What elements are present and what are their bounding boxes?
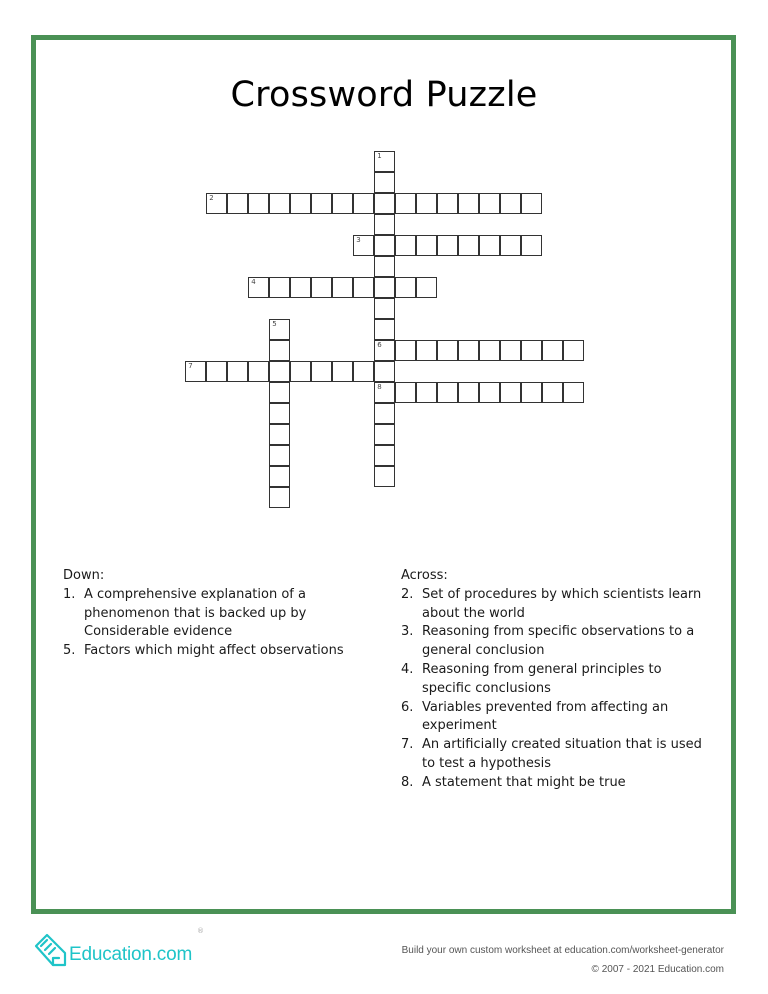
crossword-cell[interactable] [374, 256, 395, 277]
crossword-cell[interactable] [458, 340, 479, 361]
crossword-cell[interactable] [416, 193, 437, 214]
clue-number: 2. [401, 586, 414, 602]
cell-number: 4 [251, 278, 256, 287]
clue-across-3 [401, 623, 711, 661]
crossword-cell[interactable] [374, 403, 395, 424]
crossword-cell[interactable] [353, 193, 374, 214]
clue-text: An artificially created situation that is used to test a hypothesis [422, 737, 702, 771]
footer-text [402, 941, 724, 979]
crossword-cell[interactable] [374, 172, 395, 193]
crossword-cell[interactable] [416, 235, 437, 256]
across-clues [401, 567, 711, 793]
crossword-cell[interactable] [353, 235, 374, 256]
crossword-cell[interactable] [269, 466, 290, 487]
page-title: Crossword Puzzle [230, 75, 538, 116]
crossword-cell[interactable] [248, 193, 269, 214]
crossword-cell[interactable] [437, 382, 458, 403]
clue-across-7 [401, 736, 711, 774]
crossword-cell[interactable] [479, 235, 500, 256]
crossword-cell[interactable] [437, 340, 458, 361]
crossword-cell[interactable] [416, 340, 437, 361]
crossword-cell[interactable] [206, 193, 227, 214]
crossword-cell[interactable] [437, 193, 458, 214]
crossword-cell[interactable] [563, 340, 584, 361]
crossword-cell[interactable] [374, 361, 395, 382]
crossword-cell[interactable] [269, 319, 290, 340]
crossword-cell[interactable] [269, 487, 290, 508]
clue-text: Reasoning from specific observations to a general conclusion [422, 624, 695, 659]
clue-down-1 [63, 586, 363, 642]
crossword-cell[interactable] [374, 319, 395, 340]
brand-name: Education.com [69, 944, 193, 965]
clue-number: 6. [401, 699, 414, 715]
cell-number: 5 [272, 320, 277, 329]
crossword-cell[interactable] [290, 277, 311, 298]
clue-down-5 [63, 642, 363, 661]
crossword-cell[interactable] [374, 193, 395, 214]
clue-number: 7. [401, 737, 414, 753]
down-heading: Down: [63, 568, 105, 583]
clue-across-6 [401, 699, 711, 737]
crossword-cell[interactable] [248, 361, 269, 382]
pencil-paper-icon [33, 932, 69, 968]
crossword-cell[interactable] [269, 403, 290, 424]
crossword-cell[interactable] [542, 382, 563, 403]
cell-number: 2 [209, 194, 214, 203]
clue-number: 1. [63, 586, 76, 602]
crossword-cell[interactable] [227, 193, 248, 214]
across-heading: Across: [401, 568, 448, 583]
crossword-cell[interactable] [395, 193, 416, 214]
copyright: © 2007 - 2021 Education.com [591, 964, 724, 975]
crossword-cell[interactable] [353, 361, 374, 382]
crossword-cell[interactable] [500, 235, 521, 256]
cell-number: 8 [377, 383, 382, 392]
crossword-cell[interactable] [269, 445, 290, 466]
crossword-cell[interactable] [290, 193, 311, 214]
crossword-cell[interactable] [500, 193, 521, 214]
crossword-cell[interactable] [458, 235, 479, 256]
crossword-cell[interactable] [227, 361, 248, 382]
crossword-cell[interactable] [374, 214, 395, 235]
clue-across-8 [401, 774, 711, 793]
crossword-cell[interactable] [479, 382, 500, 403]
crossword-cell[interactable] [332, 193, 353, 214]
crossword-cell[interactable] [479, 193, 500, 214]
crossword-cell[interactable] [269, 277, 290, 298]
crossword-cell[interactable] [332, 361, 353, 382]
crossword-cell[interactable] [374, 424, 395, 445]
cell-number: 3 [356, 236, 361, 245]
crossword-cell[interactable] [521, 193, 542, 214]
clue-text: A comprehensive explanation of a phenomenon that is backed up by Considerable evidence [84, 586, 307, 640]
clue-number: 4. [401, 661, 414, 677]
worksheet-generator-promo: Build your own custom worksheet at education.com/worksheet-generator [401, 945, 724, 956]
registered-mark: ® [197, 927, 204, 935]
crossword-cell[interactable] [374, 298, 395, 319]
crossword-cell[interactable] [521, 382, 542, 403]
crossword-cell[interactable] [395, 277, 416, 298]
crossword-cell[interactable] [374, 151, 395, 172]
crossword-cell[interactable] [542, 340, 563, 361]
crossword-cell[interactable] [416, 277, 437, 298]
crossword-cell[interactable] [500, 382, 521, 403]
crossword-cell[interactable] [269, 340, 290, 361]
cell-number: 7 [188, 362, 193, 371]
clue-across-2 [401, 586, 711, 624]
crossword-cell[interactable] [374, 445, 395, 466]
crossword-cell[interactable] [311, 361, 332, 382]
clue-text: Factors which might affect observations [84, 643, 344, 659]
crossword-cell[interactable] [269, 361, 290, 382]
education-logo[interactable] [33, 927, 204, 972]
crossword-cell[interactable] [311, 277, 332, 298]
crossword-cell[interactable] [563, 382, 584, 403]
crossword-cell[interactable] [458, 193, 479, 214]
crossword-cell[interactable] [269, 193, 290, 214]
crossword-cell[interactable] [500, 340, 521, 361]
down-clues [63, 567, 363, 661]
crossword-cell[interactable] [458, 382, 479, 403]
crossword-cell[interactable] [395, 340, 416, 361]
crossword-cell[interactable] [248, 277, 269, 298]
clue-across-4 [401, 661, 711, 699]
crossword-cell[interactable] [290, 361, 311, 382]
crossword-cell[interactable] [269, 382, 290, 403]
crossword-cell[interactable] [521, 340, 542, 361]
cell-number: 6 [377, 341, 382, 350]
crossword-cell[interactable] [395, 382, 416, 403]
crossword-cell[interactable] [185, 361, 206, 382]
clue-number: 5. [63, 643, 76, 659]
crossword-cell[interactable] [416, 382, 437, 403]
crossword-cell[interactable] [206, 361, 227, 382]
crossword-cell[interactable] [374, 340, 395, 361]
crossword-cell[interactable] [521, 235, 542, 256]
crossword-cell[interactable] [374, 277, 395, 298]
crossword-cell[interactable] [269, 424, 290, 445]
clue-text: A statement that might be true [422, 774, 626, 790]
crossword-cell[interactable] [395, 235, 416, 256]
crossword-cell[interactable] [353, 277, 374, 298]
crossword-cell[interactable] [374, 235, 395, 256]
clue-number: 8. [401, 774, 414, 790]
clue-text: Set of procedures by which scientists learn about the world [422, 586, 702, 621]
crossword-cell[interactable] [437, 235, 458, 256]
cell-number: 1 [377, 152, 382, 161]
crossword-cell[interactable] [311, 193, 332, 214]
crossword-cell[interactable] [332, 277, 353, 298]
crossword-cell[interactable] [479, 340, 500, 361]
clue-number: 3. [401, 624, 414, 640]
clue-text: Reasoning from general principles to specific conclusions [422, 661, 662, 696]
crossword-cell[interactable] [374, 382, 395, 403]
crossword-cell[interactable] [374, 466, 395, 487]
clue-text: Variables prevented from affecting an experiment [422, 699, 669, 734]
